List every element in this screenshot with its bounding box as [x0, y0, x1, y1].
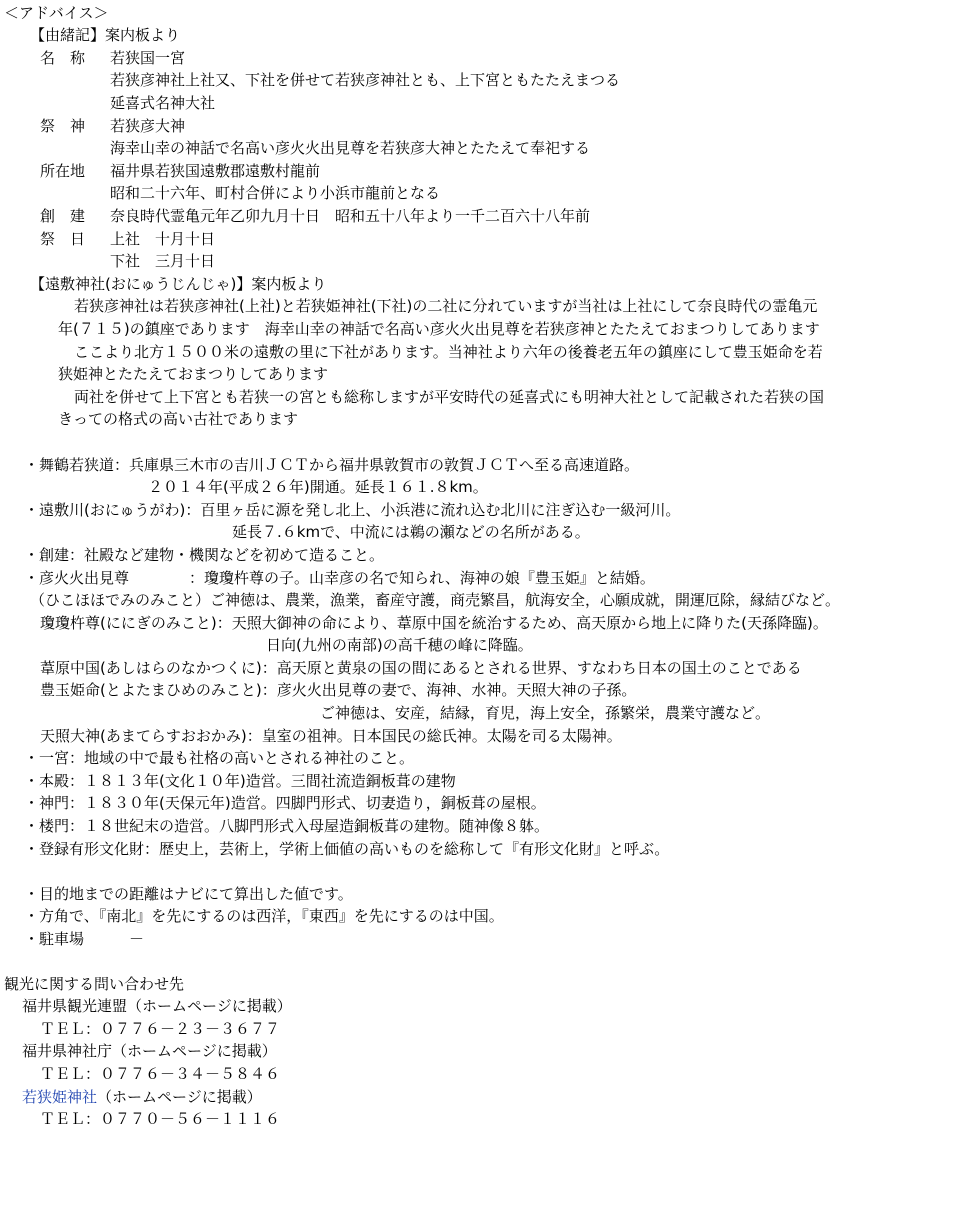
location-label: 所在地 [40, 162, 86, 180]
contacts-heading: 観光に関する問い合わせ先 [4, 975, 185, 993]
note-romon: ・楼門：１８世紀末の造営。八脚門形式入母屋造銅板葺の建物。随神像８躰。 [24, 817, 550, 835]
festival-lower: 下社 三月十日 [110, 252, 216, 270]
advice-heading: ＜アドバイス＞ [4, 4, 109, 22]
note-hiko-2: （ひこほほでみのみこと）ご神徳は、農業，漁業，畜産守護，商売繁昌，航海安全，心願成就，開運厄除，縁結びなど。 [30, 591, 841, 609]
onyu-line-2: 年(７１５)の鎮座であります 海幸山幸の神話で名高い彦火火出見尊を若狭彦神とたたえておまつりしてあります [58, 320, 820, 338]
note-onyu-river-1: ・遠敷川(おにゅうがわ)：百里ヶ岳に源を発し北上、小浜港に流れ込む北川に注ぎ込む一級河川。 [24, 501, 681, 519]
name-label: 名 称 [40, 49, 86, 67]
contact-3-tel: ＴＥＬ：０７７０－５６－１１１６ [40, 1110, 281, 1128]
note-toyotama-1: 豊玉姫命(とよたまひめのみこと)：彦火火出見尊の妻で、海神、水神。天照大神の子孫。 [40, 681, 637, 699]
contact-2 [22, 1041, 277, 1061]
contact-3-link[interactable]: 若狭姫神社 [22, 1088, 98, 1106]
contact-1-note: （ホームページに掲載） [127, 997, 292, 1015]
location-line: 昭和二十六年、町村合併により小浜市龍前となる [110, 184, 441, 202]
contact-2-tel: ＴＥＬ：０７７６－３４－５８４６ [40, 1065, 281, 1083]
note-ninigi-2: 日向(九州の南部)の高千穂の峰に降臨。 [266, 636, 533, 654]
note-toyotama-2: ご神徳は、安産，結縁，育児，海上安全，孫繁栄，農業守護など。 [320, 704, 771, 722]
note-direction: ・方角で、『南北』を先にするのは西洋，『東西』を先にするのは中国。 [24, 907, 504, 925]
location-value: 福井県若狭国遠敷郡遠敷村龍前 [110, 162, 321, 180]
contact-3-note: （ホームページに掲載） [97, 1088, 262, 1106]
name-value: 若狭国一宮 [110, 49, 186, 67]
founded-label: 創 建 [40, 207, 86, 225]
onyu-line-3: ここより北方１５００米の遠敷の里に下社があります。当神社より六年の後養老五年の鎮座にして豊玉姫命を若 [74, 343, 823, 361]
onyu-line-4: 狭姫神とたたえておまつりしてあります [58, 365, 329, 383]
note-maizuru-2: ２０１４年(平成２６年)開通。延長１６１.８km。 [148, 478, 488, 496]
deity-value: 若狭彦大神 [110, 117, 186, 135]
deity-label: 祭 神 [40, 117, 86, 135]
onyu-line-6: きっての格式の高い古社であります [58, 410, 299, 428]
contact-1 [22, 996, 292, 1016]
name-line-1: 若狭彦神社上社又、下社を併せて若狭彦神社とも、上下宮ともたたえまつる [110, 71, 621, 89]
note-ichinomiya: ・一宮：地域の中で最も社格の高いとされる神社のこと。 [24, 749, 415, 767]
founded-value: 奈良時代霊亀元年乙卯九月十日 昭和五十八年より一千二百六十八年前 [110, 207, 591, 225]
contact-2-name: 福井県神社庁 [22, 1042, 113, 1060]
festival-label: 祭 日 [40, 230, 86, 248]
note-distance: ・目的地までの距離はナビにて算出した値です。 [24, 885, 353, 903]
note-honden: ・本殿：１８１３年(文化１０年)造営。三間社流造銅板葺の建物 [24, 772, 456, 790]
note-shinmon: ・神門：１８３０年(天保元年)造営。四脚門形式、切妻造り，銅板葺の屋根。 [24, 794, 546, 812]
onyu-line-5: 両社を併せて上下宮とも若狭一の宮とも総称しますが平安時代の延喜式にも明神大社として記載された若狭の国 [74, 388, 825, 406]
festival-upper: 上社 十月十日 [110, 230, 216, 248]
note-hiko-1: ・彦火火出見尊 ：瓊瓊杵尊の子。山幸彦の名で知られ、海神の娘『豊玉姫』と結婚。 [24, 569, 655, 587]
note-amaterasu: 天照大神(あまてらすおおかみ)：皇室の祖神。日本国民の総氏神。太陽を司る太陽神。 [40, 727, 622, 745]
note-parking: ・駐車場 － [24, 930, 145, 948]
note-souken: ・創建：社殿など建物・機関などを初めて造ること。 [24, 546, 385, 564]
contact-3 [22, 1087, 262, 1107]
contact-1-name: 福井県観光連盟 [22, 997, 128, 1015]
contact-1-tel: ＴＥＬ：０７７６－２３－３６７７ [40, 1020, 281, 1038]
note-ninigi-1: 瓊瓊杵尊(ににぎのみこと)：天照大御神の命により、葦原中国を統治するため、高天原から地上に降りた(天孫降臨)。 [40, 614, 828, 632]
note-maizuru-1: ・舞鶴若狭道：兵庫県三木市の吉川ＪＣＴから福井県敦賀市の敦賀ＪＣＴへ至る高速道路。 [24, 456, 640, 474]
deity-line: 海幸山幸の神話で名高い彦火火出見尊を若狭彦大神とたたえて奉祀する [110, 139, 591, 157]
onyu-line-1: 若狭彦神社は若狭彦神社(上社)と若狭姫神社(下社)の二社に分れていますが当社は上社にして奈良時代の霊亀元 [74, 297, 818, 315]
origin-header: 【由緒記】案内板より [30, 26, 181, 44]
contact-2-note: （ホームページに掲載） [112, 1042, 277, 1060]
note-ashihara: 葦原中国(あしはらのなかつくに)：高天原と黄泉の国の間にあるとされる世界、すなわち日本の国土のことである [40, 659, 802, 677]
onyu-header: 【遠敷神社(おにゅうじんじゃ)】案内板より [30, 275, 327, 293]
note-onyu-river-2: 延長７.６kmで、中流には鵜の瀬などの名所がある。 [232, 523, 590, 541]
name-line-2: 延喜式名神大社 [110, 94, 216, 112]
note-bunkazai: ・登録有形文化財：歴史上，芸術上，学術上価値の高いものを総称して『有形文化財』と呼ぶ。 [24, 840, 670, 858]
